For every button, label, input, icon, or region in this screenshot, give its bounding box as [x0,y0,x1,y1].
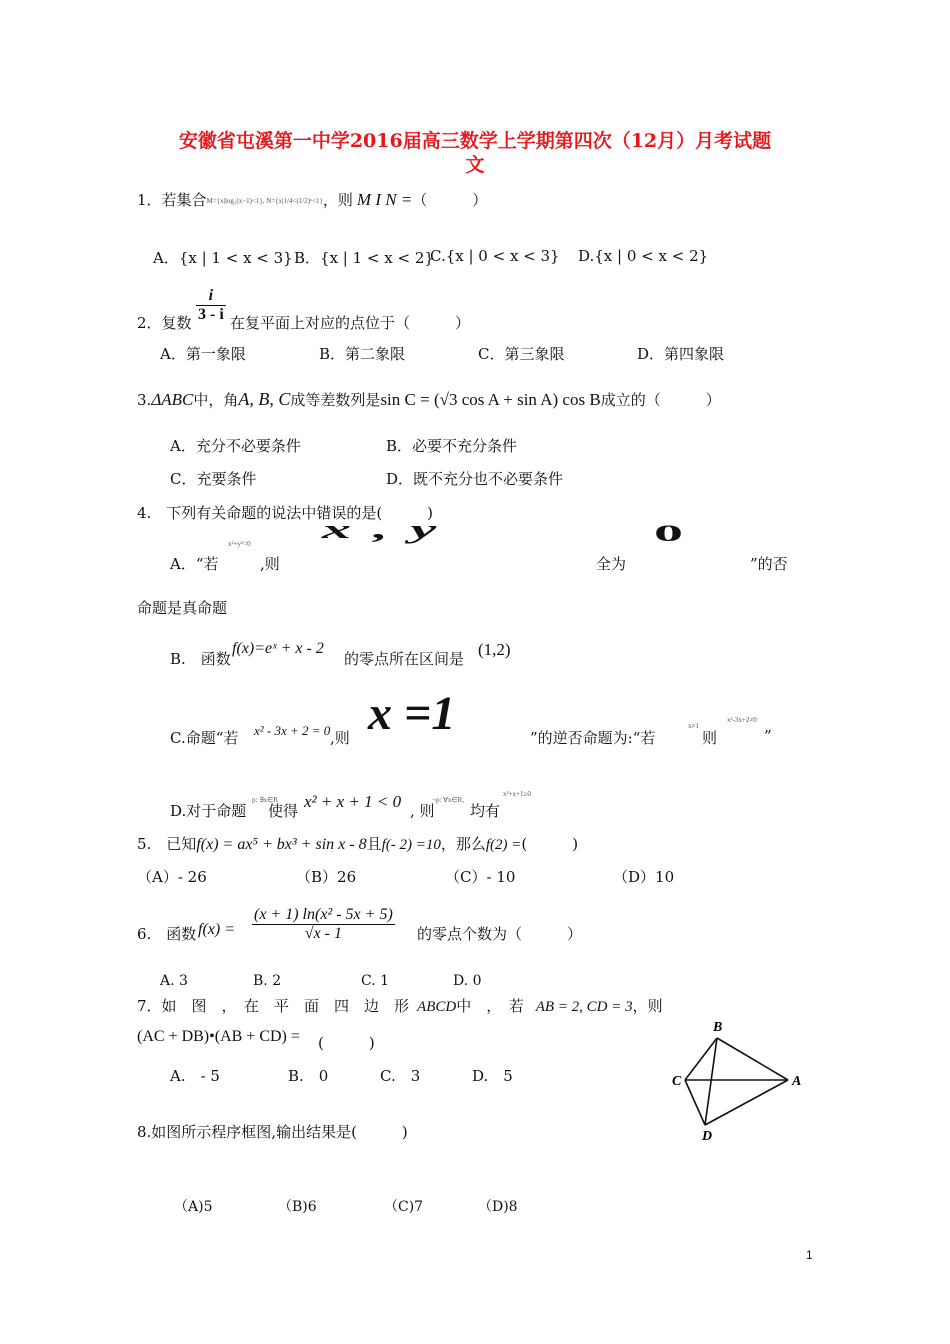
edge-dc [685,1080,705,1125]
q1-mid: ，则 [322,191,353,209]
q6-option-a: A. 3 [160,973,188,989]
q7-option-b: B. 0 [288,1067,329,1085]
q2-option-d: D．第四象限 [637,345,725,363]
q5-mid2: ，那么 [440,835,486,853]
q4-c-mid: ”的逆否命题为:“若 [530,729,656,747]
q6-denominator: √x - 1 [304,925,342,942]
q2-numerator: i [196,287,226,306]
q2-denominator: 3 - i [198,306,224,323]
q4-d-prefix: D.对于命题 [170,802,247,820]
q5-option-b: （B）26 [296,868,357,886]
q1-option-c: C.{x | 0 < x < 3} [430,247,560,265]
vertex-label-a: A [792,1074,802,1089]
q5-paren: ( ) [521,835,579,853]
q2-prefix: 2．复数 [137,314,192,332]
q4-d-text: 使得 [268,802,299,820]
q2-suffix: 在复平面上对应的点位于（ ） [230,314,471,332]
q5-option-a: （A）- 26 [137,868,207,886]
q7-prefix: 7．如 图 ， 在 平 面 四 边 形 [137,997,410,1015]
q5-condition: f(- 2) =10 [381,837,441,853]
q4-a-condition: x²+y²=0 [228,540,251,548]
q1-option-d: D.{x | 0 < x < 2} [578,247,709,265]
q7-end: ，则 [632,997,663,1015]
q4-a-end: ”的否 [750,555,788,573]
page-number: 1 [806,1248,813,1262]
q2-option-c: C．第三象限 [478,345,565,363]
q4-c-then2: 则 [702,729,718,747]
q3-option-c: C．充要条件 [170,470,257,488]
q2-option-a: A．第一象限 [160,345,246,363]
q6-fraction [252,906,395,943]
q6-option-d: D. 0 [453,973,482,989]
q5-formula: f(x) = ax⁵ + bx³ + sin x - 8 [196,836,367,853]
q4-b-interval: (1,2) [478,640,511,659]
q4-b-prefix: B. 函数 [170,650,231,668]
q4-d-result: x²+x+1≥0 [503,790,531,798]
q6-suffix: 的零点个数为（ ） [417,925,583,943]
q4-d-negation: ¬p: ∀x∈R, [432,796,464,804]
q5-ask: f(2) = [485,837,522,853]
question-5 [137,833,578,854]
quadrilateral-figure [668,1016,808,1146]
q7-option-d: D. 5 [472,1067,513,1085]
q2-fraction [196,287,226,324]
edge-ba [717,1038,788,1080]
q8-option-c: （C)7 [384,1199,424,1215]
vertex-label-d: D [702,1129,713,1144]
q4-b-formula: f(x)=eˣ + x - 2 [232,640,324,657]
q3-prefix: 3. [137,391,152,409]
vertex-label-b: B [713,1020,723,1035]
q7-expression: (AC + DB)•(AB + CD) = [137,1028,300,1045]
q7-quad: ABCD [417,999,457,1015]
q4-a-continuation: 命题是真命题 [137,599,228,617]
question-3 [137,389,721,410]
q3-triangle: ΔABC [151,390,194,409]
q4-b-mid: 的零点所在区间是 [344,650,465,668]
q5-option-d: （D）10 [613,868,675,886]
quadrilateral-edges [685,1038,788,1125]
q7-condition: AB = 2, CD = 3 [535,999,633,1015]
q4-a-prefix: A．“若 [170,555,219,573]
q6-numerator: (x + 1) ln(x² - 5x + 5) [254,906,393,923]
q4-d-then: , 则 [410,802,435,820]
q6-lhs: f(x) = [198,921,235,938]
q4-d-end: 均有 [470,802,501,820]
q3-option-d: D．既不充分也不必要条件 [386,470,564,488]
vertex-label-c: C [672,1074,682,1089]
q6-prefix: 6. 函数 [137,925,197,943]
q3-suffix: 成立的（ ） [600,391,721,409]
question-1 [137,189,487,210]
q4-c-formula: x² - 3x + 2 = 0 [254,723,331,738]
q6-option-b: B. 2 [253,973,282,989]
q7-option-c: C. 3 [380,1067,421,1085]
q3-text2: 成等差数列是 [290,391,381,409]
q2-option-b: B．第二象限 [319,345,406,363]
q1-set-definition: M={x|log₂(x−1)<1}, N={x|1/4<(1/2)ˣ<1} [206,197,323,205]
q8-stem: 8.如图所示程序框图,输出结果是( ) [137,1123,408,1141]
q1-paren: （ ） [412,191,488,209]
q7-mid: 中 ， 若 [456,997,524,1015]
q4-a-mid: 全为 [596,555,627,573]
q3-angles: A, B, C [238,389,291,409]
question-7 [137,995,663,1016]
edge-ad [705,1080,788,1125]
q7-option-a: A. - 5 [170,1067,220,1085]
q8-option-b: （B)6 [278,1199,317,1215]
q6-option-c: C. 1 [361,973,390,989]
q3-option-a: A．充分不必要条件 [170,437,301,455]
q8-option-a: （A)5 [174,1199,213,1215]
page-title: 安徽省屯溪第一中学2016届高三数学上学期第四次（12月）月考试题 [178,130,772,152]
q3-formula: sin C = (√3 cos A + sin A) cos B [380,390,601,409]
q4-c-conclusion: x =1 [368,687,456,740]
q4-c-prefix: C.命题“若 [170,729,239,747]
q4-c-hypothesis: x≠1 [688,722,699,730]
q4-a-variables: x , y [322,514,441,544]
q3-option-b: B．必要不充分条件 [386,437,518,455]
q4-a-zero: 0 [654,520,683,547]
q4-c-end: ” [764,727,772,745]
page-title-cont: 文 [465,154,485,176]
q4-stem: 4. 下列有关命题的说法中错误的是( ) [137,504,434,522]
q5-prefix: 5. 已知 [137,835,197,853]
q4-c-result: x²-3x+2≠0 [727,716,757,724]
q4-d-formula: x² + x + 1 < 0 [304,792,402,811]
q1-prefix: 1．若集合 [137,191,207,209]
q4-d-proposition: p: ∃x∈R [252,796,278,804]
q4-a-then: ,则 [260,555,280,573]
q8-option-d: （D)8 [478,1199,518,1215]
q4-c-then: ,则 [330,729,350,747]
q5-mid: 且 [366,835,382,853]
q1-option-b: B．{x | 1 < x < 2} [294,249,434,267]
q7-paren: ( ) [318,1034,375,1052]
q5-option-c: （C）- 10 [445,868,516,886]
q3-text1: 中，角 [193,391,239,409]
q1-option-a: A．{x | 1 < x < 3} [153,249,293,267]
q1-expression: M I N = [356,190,413,209]
